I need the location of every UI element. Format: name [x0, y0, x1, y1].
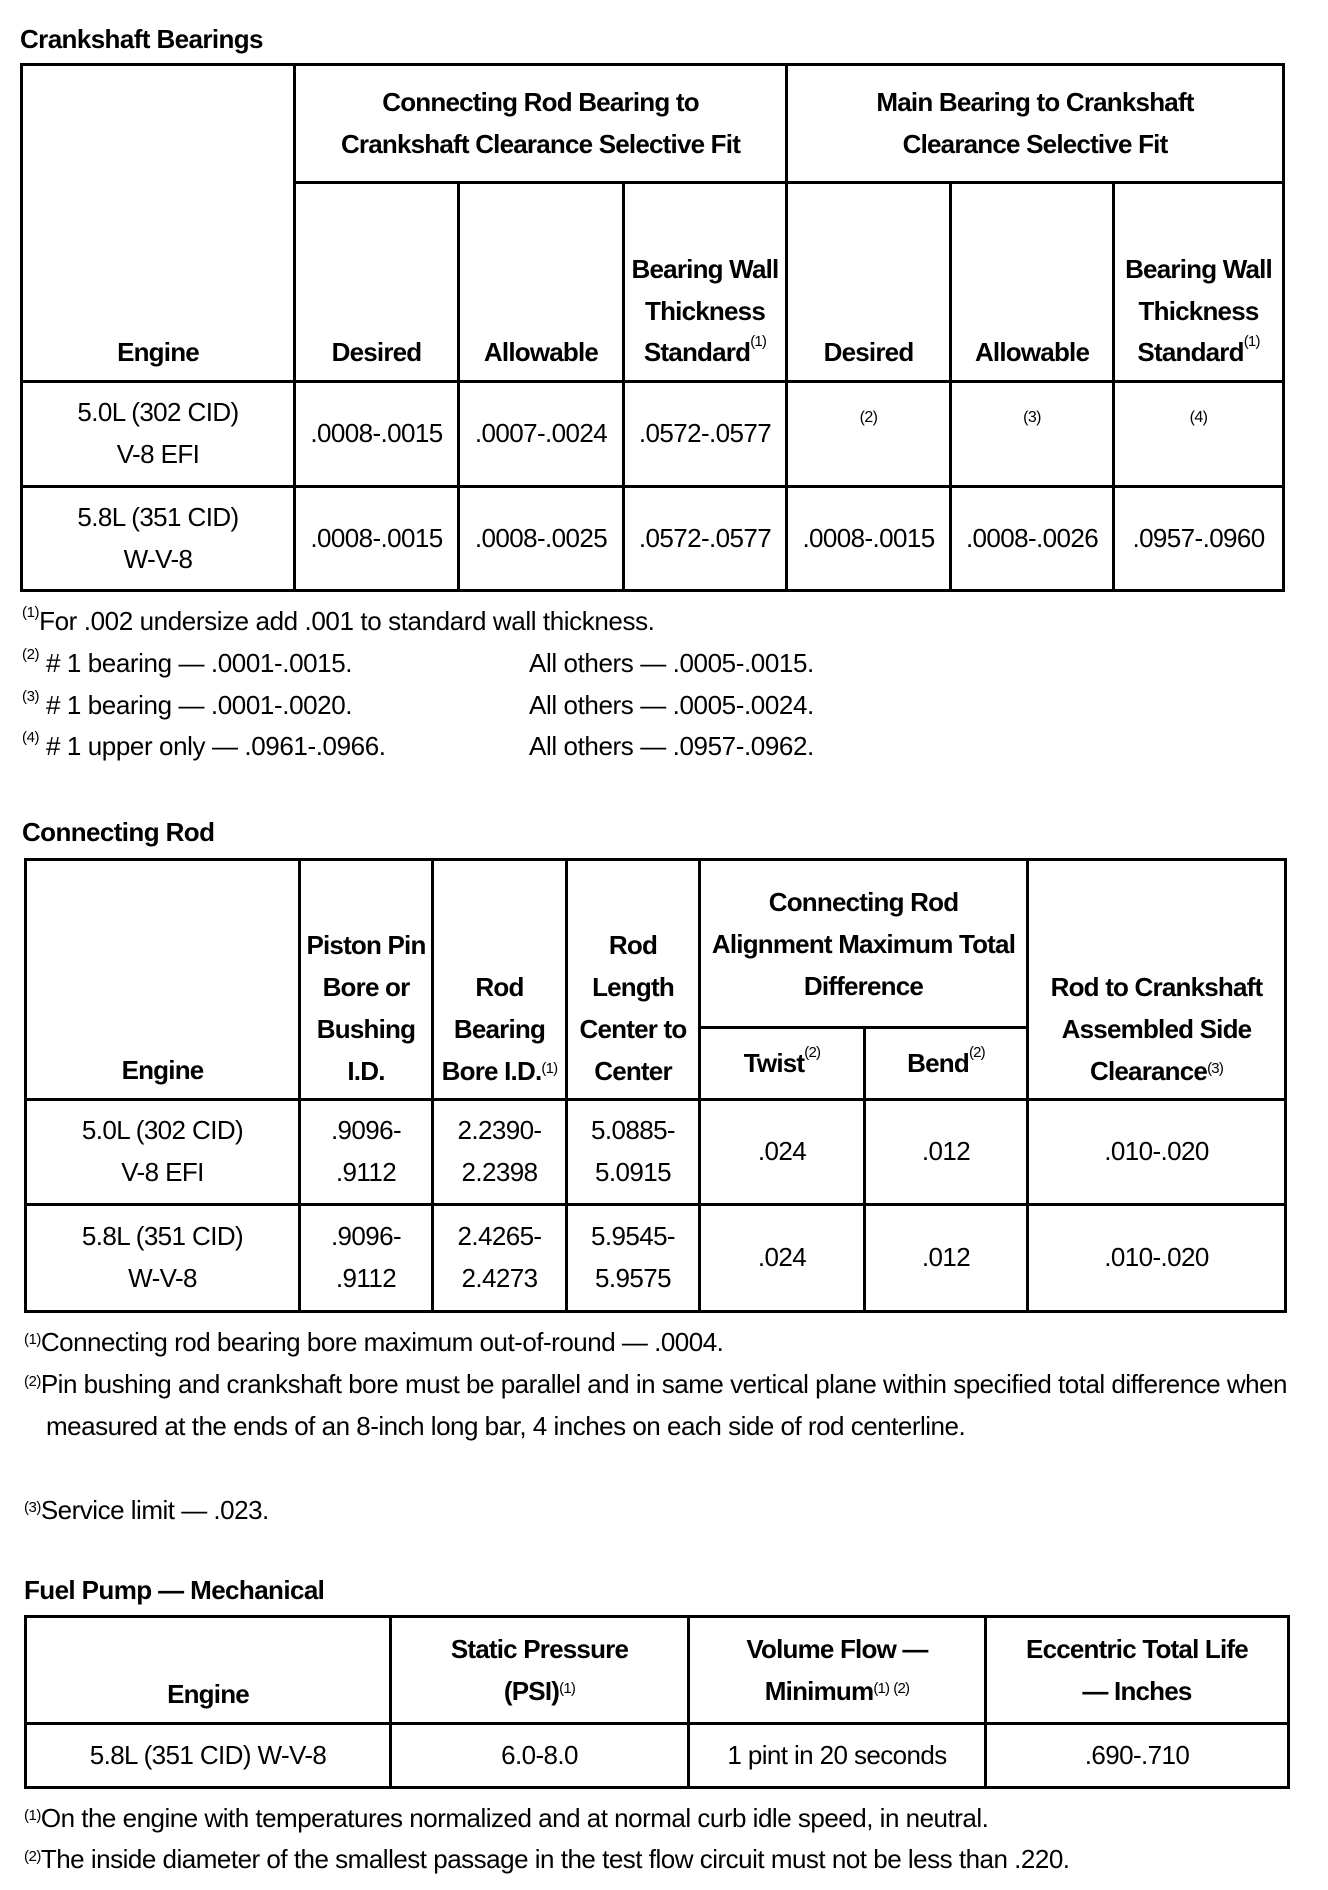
header-bend — [865, 1028, 1028, 1100]
footnote-text: # 1 bearing — .0001-.0015. — [45, 648, 353, 678]
cell: .0957-.0960 — [1114, 487, 1284, 591]
footnote-ref: (2) — [804, 1043, 821, 1061]
bend-cell: .012 — [865, 1205, 1028, 1312]
value-line: 2.4273 — [461, 1263, 538, 1293]
header-text: Bearing Wall Thickness Standard — [1125, 254, 1272, 368]
twist-cell: .024 — [700, 1100, 865, 1205]
footnote — [24, 1363, 1306, 1447]
engine-line: 5.8L (351 CID) — [77, 501, 239, 532]
footnote-mark: (1) — [24, 1331, 41, 1348]
header-engine: Engine — [26, 860, 300, 1100]
value-line: 5.0915 — [595, 1157, 671, 1187]
header-text: Rod Bearing Bore I.D. — [441, 972, 546, 1086]
side-clearance-cell: .010-.020 — [1028, 1100, 1286, 1205]
footnote-ref: (1) — [1243, 333, 1260, 351]
header-engine: Engine — [22, 65, 295, 382]
footnote-mark: (2) — [24, 1373, 41, 1390]
crankshaft-bearings-table — [20, 63, 1285, 592]
value-line: 2.4265- — [457, 1221, 542, 1252]
footnote — [22, 690, 352, 721]
cell: .0008-.0015 — [787, 487, 951, 591]
header-piston-pin-bore: Piston Pin Bore or Bushing I.D. — [300, 860, 433, 1100]
header-text: Static Pressure (PSI) — [450, 1634, 629, 1706]
crankshaft-bearings-title: Crankshaft Bearings — [20, 24, 263, 54]
engine-cell — [26, 1100, 300, 1205]
header-static-pressure — [391, 1617, 689, 1724]
footnote-ref: (1) — [541, 1060, 558, 1077]
engine-line: 5.0L (302 CID) — [77, 397, 239, 428]
cell-footnote-ref: (4) — [1114, 382, 1284, 487]
engine-cell — [22, 487, 295, 591]
header-text: Volume Flow — Minimum — [746, 1634, 928, 1706]
header-text: Bend — [907, 1047, 969, 1078]
footnote — [24, 1321, 1294, 1363]
value-line: .9096- — [330, 1115, 402, 1146]
footnote-text: Pin bushing and crankshaft bore must be parallel and in same vertical plane within specified total difference when measured at the ends of an 8-inch long bar, 4 inches on each side of rod centerline. — [40, 1369, 1288, 1441]
footnote-text: The inside diameter of the smallest passage in the test flow circuit must not be less than .220. — [40, 1844, 1070, 1874]
header-rod-wall-thickness — [624, 183, 787, 382]
header-text: Twist — [743, 1047, 805, 1078]
footnote — [22, 731, 386, 762]
pin-bore-cell — [300, 1100, 433, 1205]
footnote — [22, 606, 655, 637]
header-rod-clearance-group: Connecting Rod Bearing to Crankshaft Clearance Selective Fit — [295, 65, 787, 183]
table-row — [22, 487, 1284, 591]
footnote-mark: (3) — [24, 1499, 41, 1516]
footnote-text: Connecting rod bearing bore maximum out-of-round — .0004. — [40, 1327, 724, 1357]
rod-bore-cell — [433, 1205, 567, 1312]
fuel-pump-title: Fuel Pump — Mechanical — [24, 1575, 325, 1605]
header-rod-length: Rod Length Center to Center — [567, 860, 700, 1100]
table-row — [26, 1100, 1286, 1205]
value-line: 2.2398 — [461, 1157, 538, 1187]
value-line: .9112 — [335, 1263, 397, 1293]
bend-cell: .012 — [865, 1100, 1028, 1205]
header-side-clearance — [1028, 860, 1286, 1100]
footnote-mark: (4) — [22, 729, 40, 746]
header-volume-flow — [689, 1617, 986, 1724]
connecting-rod-table — [24, 858, 1287, 1313]
engine-line: 5.0L (302 CID) — [81, 1115, 244, 1146]
footnote-mark: (1) — [22, 604, 40, 621]
footnote-ref: (1) — [559, 1680, 576, 1697]
header-rod-allowable: Allowable — [459, 183, 624, 382]
header-main-wall-thickness — [1114, 183, 1284, 382]
footnote-mark: (1) — [24, 1807, 41, 1824]
footnote-continued: All others — .0005-.0024. — [529, 690, 814, 720]
rod-length-cell — [567, 1100, 700, 1205]
footnote-ref: (2) — [968, 1043, 985, 1061]
footnote-text: Service limit — .023. — [40, 1495, 269, 1525]
engine-line: W-V-8 — [128, 1263, 197, 1293]
cell: .0008-.0015 — [295, 487, 459, 591]
engine-line: 5.8L (351 CID) — [81, 1221, 244, 1252]
engine-line: V-8 EFI — [121, 1157, 204, 1187]
footnote-ref: (3) — [1207, 1060, 1224, 1077]
pin-bore-cell — [300, 1205, 433, 1312]
footnote-continued: All others — .0957-.0962. — [529, 731, 814, 761]
header-eccentric-life: Eccentric Total Life — Inches — [986, 1617, 1289, 1724]
twist-cell: .024 — [700, 1205, 865, 1312]
footnote-text: On the engine with temperatures normalized and at normal curb idle speed, in neutral. — [40, 1803, 989, 1833]
header-main-clearance-group: Main Bearing to Crankshaft Clearance Selective Fit — [787, 65, 1284, 183]
footnote-mark: (2) — [24, 1848, 41, 1865]
table-row — [26, 1724, 1289, 1788]
header-alignment-group: Connecting Rod Alignment Maximum Total Difference — [700, 860, 1028, 1028]
table-row — [26, 1205, 1286, 1312]
engine-cell — [22, 382, 295, 487]
footnote-ref: (1) — [873, 1680, 890, 1697]
value-line: 5.9545- — [591, 1221, 675, 1252]
header-main-allowable: Allowable — [951, 183, 1114, 382]
cell: .0007-.0024 — [459, 382, 624, 487]
cell: .0008-.0026 — [951, 487, 1114, 591]
life-cell: .690-.710 — [986, 1724, 1289, 1788]
header-rod-bearing-bore — [433, 860, 567, 1100]
engine-line: V-8 EFI — [116, 439, 200, 469]
engine-line: W-V-8 — [123, 543, 193, 574]
flow-cell: 1 pint in 20 seconds — [689, 1724, 986, 1788]
footnote-mark: (3) — [22, 688, 40, 705]
fuel-pump-table — [24, 1615, 1290, 1789]
header-engine: Engine — [26, 1617, 391, 1724]
side-clearance-cell: .010-.020 — [1028, 1205, 1286, 1312]
engine-cell — [26, 1205, 300, 1312]
cell-footnote-ref: (2) — [787, 382, 951, 487]
footnote-continued: All others — .0005-.0015. — [529, 648, 814, 678]
pressure-cell: 6.0-8.0 — [391, 1724, 689, 1788]
table-row — [22, 382, 1284, 487]
header-rod-desired: Desired — [295, 183, 459, 382]
header-text: Rod to Crankshaft Assembled Side Clearance — [1050, 972, 1263, 1086]
header-text: Bearing Wall Thickness Standard — [631, 254, 779, 368]
header-twist — [700, 1028, 865, 1100]
footnote-text: # 1 bearing — .0001-.0020. — [45, 690, 353, 720]
value-line: 5.0885- — [591, 1115, 675, 1146]
cell-footnote-ref: (3) — [951, 382, 1114, 487]
cell: .0572-.0577 — [624, 382, 787, 487]
footnote — [24, 1838, 1294, 1880]
footnote — [24, 1797, 1294, 1839]
cell: .0572-.0577 — [624, 487, 787, 591]
engine-cell: 5.8L (351 CID) W-V-8 — [26, 1724, 391, 1788]
connecting-rod-title: Connecting Rod — [22, 817, 215, 847]
footnote-ref: (1) — [750, 333, 767, 351]
footnote-text: # 1 upper only — .0961-.0966. — [45, 731, 386, 761]
footnote-text: For .002 undersize add .001 to standard wall thickness. — [39, 606, 655, 636]
footnote — [22, 648, 352, 679]
footnote-mark: (2) — [22, 646, 40, 663]
value-line: 2.2390- — [457, 1115, 542, 1146]
footnote — [24, 1489, 1294, 1531]
rod-length-cell — [567, 1205, 700, 1312]
value-line: .9096- — [330, 1221, 402, 1252]
header-main-desired: Desired — [787, 183, 951, 382]
rod-bore-cell — [433, 1100, 567, 1205]
footnote-ref: (2) — [893, 1680, 910, 1697]
cell: .0008-.0015 — [295, 382, 459, 487]
cell: .0008-.0025 — [459, 487, 624, 591]
value-line: 5.9575 — [595, 1263, 671, 1293]
value-line: .9112 — [335, 1157, 397, 1187]
